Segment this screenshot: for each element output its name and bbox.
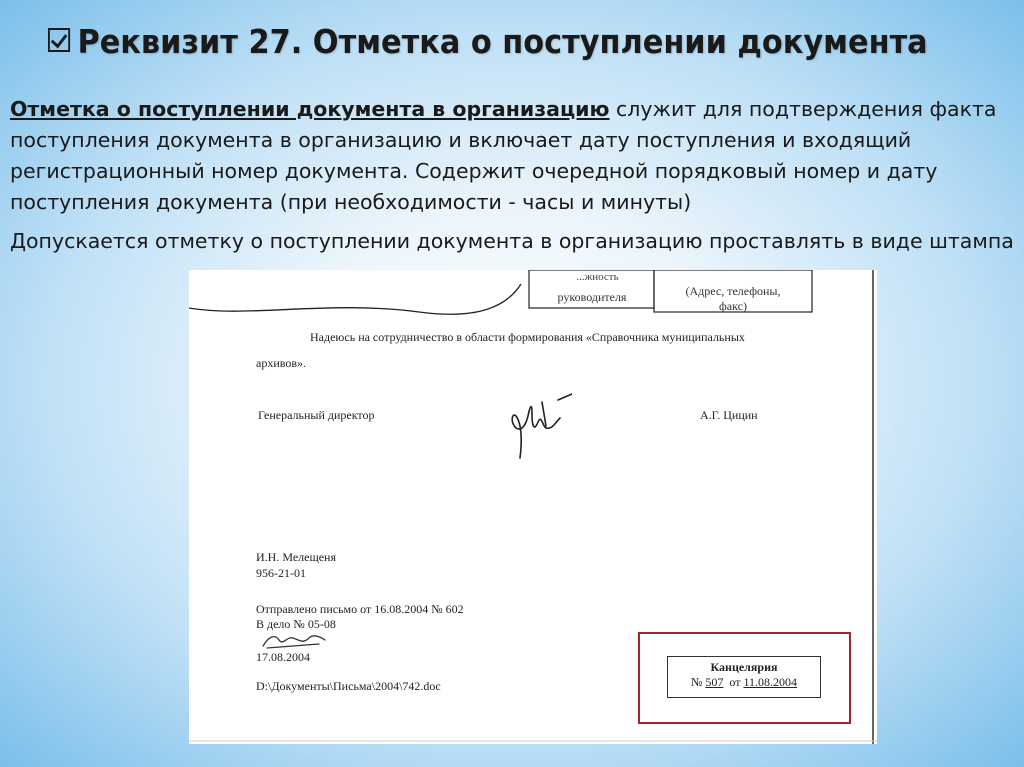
executor-name: И.Н. Мелещеня	[256, 550, 336, 564]
slide-body	[10, 94, 1020, 257]
stamp-title: Канцелярия	[710, 660, 778, 674]
checkbox-checked-icon	[48, 28, 70, 52]
stamp-date-prefix: от	[729, 675, 741, 689]
signatory-title: Генеральный директор	[258, 408, 375, 422]
paragraph-definition-rest: служит для подтверждения факта поступления документа в организацию и включает дату поступления и входящий регистрационный номер документа. Содержит очередной порядковый номер и дату поступления документа (при необходимости - часы и минуты)	[10, 97, 997, 214]
header-cell-address-line1: (Адрес, телефоны,	[685, 284, 781, 298]
paragraph-stamp-note: Допускается отметку о поступлении документа в организацию проставлять в виде штампа	[10, 229, 1014, 253]
file-path: D:\Документы\Письма\2004\742.doc	[256, 679, 441, 693]
stamp-number: 507	[705, 675, 724, 689]
sent-note: Отправлено письмо от 16.08.2004 № 602	[256, 602, 464, 616]
handwritten-initials	[259, 630, 329, 652]
file-date: 17.08.2004	[256, 650, 310, 664]
body-line-1: Надеюсь на сотрудничество в области формирования «Справочника муниципальных	[310, 330, 745, 344]
body-line-2: архивов».	[256, 356, 306, 370]
stamp-number-row	[668, 674, 820, 690]
stamp-number-prefix: №	[690, 675, 703, 689]
file-note: В дело № 05-08	[256, 617, 336, 631]
registration-stamp	[667, 656, 821, 698]
paragraph-definition	[10, 94, 1020, 218]
lead-term: Отметка о поступлении документа в организацию	[10, 97, 610, 121]
header-cell-position: руководителя	[557, 290, 627, 304]
signatory-name: А.Г. Цицин	[700, 408, 758, 422]
executor-phone: 956-21-01	[256, 566, 306, 580]
header-cell-position-top: ...жность	[576, 272, 619, 282]
slide-title	[48, 22, 928, 61]
slide-title-text: Реквизит 27. Отметка о поступлении документа	[77, 22, 928, 61]
header-cell-address-line2: факс)	[719, 299, 747, 313]
document-image	[189, 270, 877, 744]
handwritten-signature	[502, 392, 572, 462]
stamp-date: 11.08.2004	[743, 675, 798, 689]
